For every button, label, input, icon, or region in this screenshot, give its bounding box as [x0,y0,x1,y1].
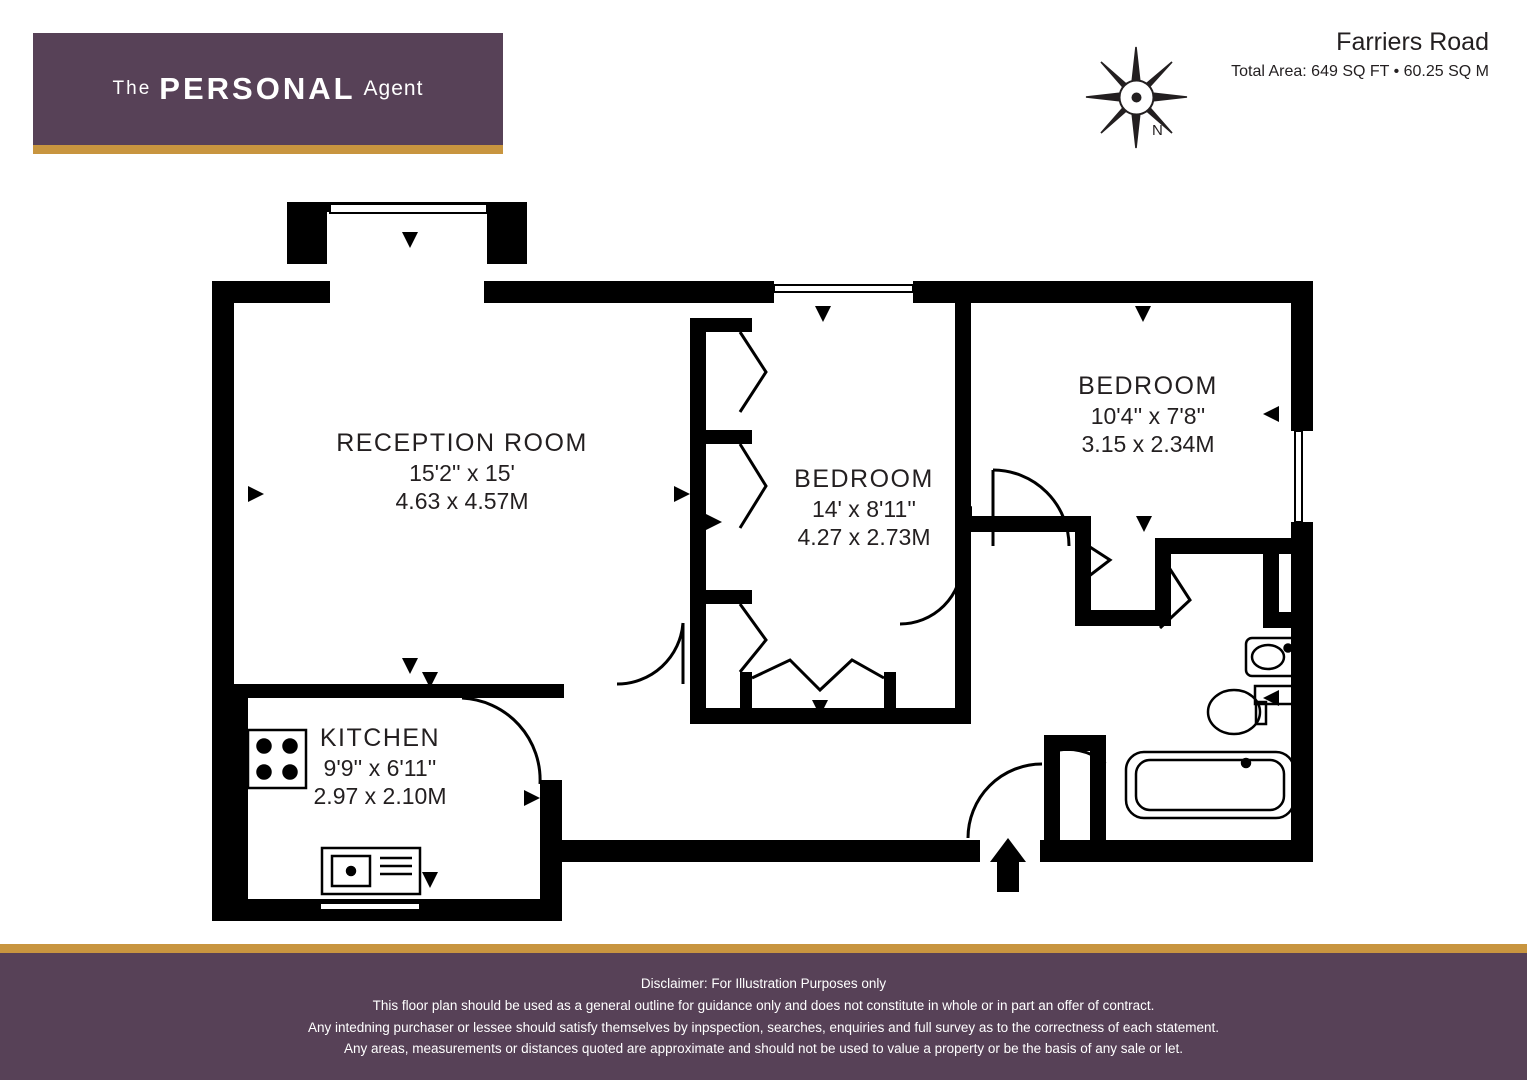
brand-word-personal: PERSONAL [159,71,356,106]
page-title: Farriers Road [1336,28,1489,56]
room-dimensions-metric: 2.97 x 2.10M [313,782,447,809]
room-dimensions-imperial: 9'9'' x 6'11'' [323,754,437,781]
toilet-icon [1208,686,1301,734]
footer [0,944,1527,1080]
sink-icon [322,848,420,894]
entrance-arrow-icon [990,838,1026,892]
room-name: BEDROOM [794,465,934,493]
room-label-bedroom-1 [694,464,1034,551]
room-name: RECEPTION ROOM [336,429,588,457]
brand-word-the: The [112,78,152,99]
room-dimensions-imperial: 14' x 8'11'' [811,495,917,522]
disclaimer-line-4: Any areas, measurements or distances quoted are approximate and should not be used to value a property or be the basis of any sale or let. [344,1041,1183,1057]
room-dimensions-imperial: 10'4'' x 7'8'' [1090,402,1206,429]
room-label-reception-room [262,428,662,515]
disclaimer-block [0,953,1527,1080]
bathtub-icon [1126,752,1294,818]
room-dimensions-metric: 4.27 x 2.73M [797,523,931,550]
room-dimensions-metric: 3.15 x 2.34M [1081,430,1215,457]
room-label-bedroom-2 [988,371,1308,458]
brand-word-agent: Agent [363,77,424,100]
compass-north-label: N [1152,122,1163,139]
disclaimer-line-3: Any intedning purchaser or lessee should satisfy themselves by inpspection, searches, enquiries and full survey as to the correctness of each statement. [308,1019,1219,1035]
room-dimensions-metric: 4.63 x 4.57M [395,487,529,514]
disclaimer-line-1: Disclaimer: For Illustration Purposes only [640,975,887,991]
total-area-text: Total Area: 649 SQ FT • 60.25 SQ M [1231,63,1489,80]
washbasin-icon [1246,638,1298,676]
room-dimensions-imperial: 15'2'' x 15' [409,459,515,486]
room-name: BEDROOM [1078,372,1218,400]
room-name: KITCHEN [319,724,441,752]
windows [330,204,487,213]
footer-gold-rule [0,944,1527,953]
disclaimer-line-2: This floor plan should be used as a general outline for guidance only and does not constitute in whole or in part an offer of contract. [372,997,1155,1013]
room-label-kitchen [230,723,530,810]
